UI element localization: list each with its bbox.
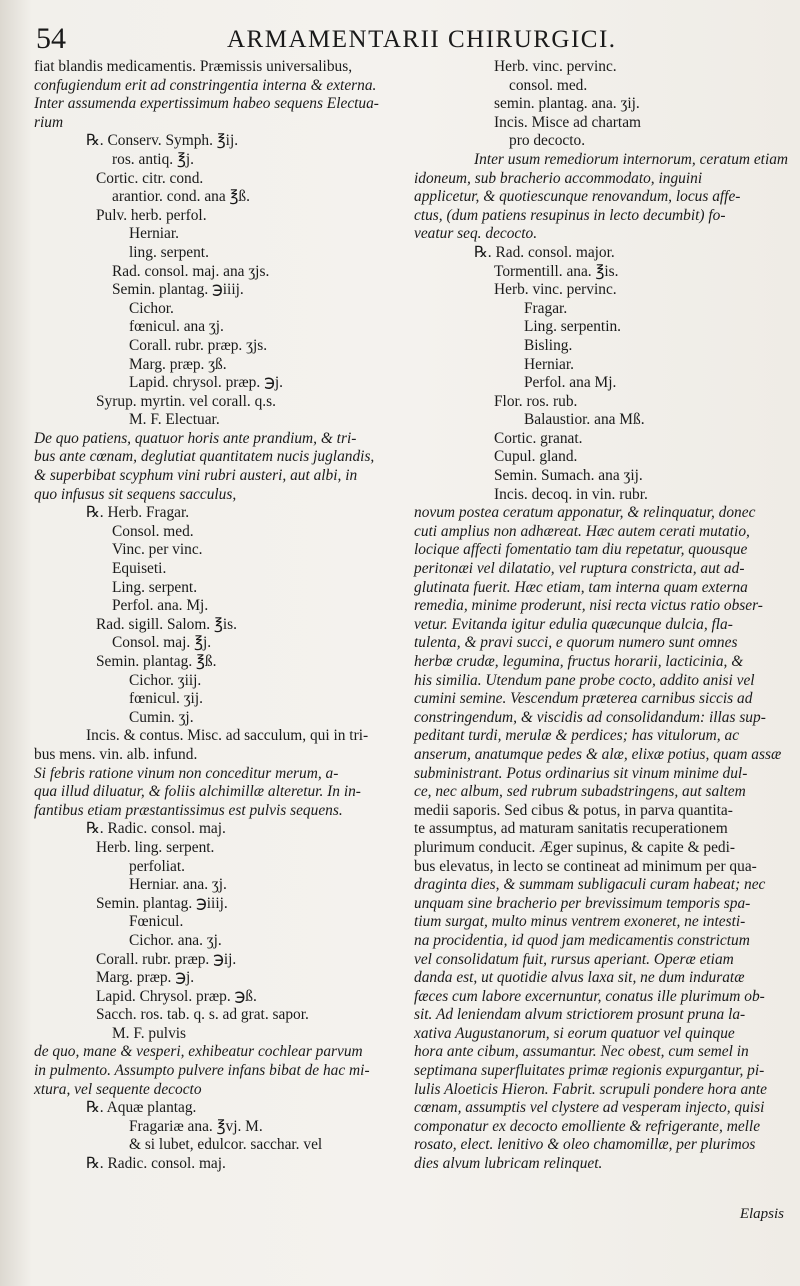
text-line: qua illud diluatur, & foliis alchimillæ alteretur. In in- bbox=[34, 783, 361, 801]
text-line: Cichor. ana. ʒj. bbox=[129, 931, 222, 949]
text-line: Corall. rubr. præp. ʒjs. bbox=[129, 336, 268, 354]
text-line: Corall. rubr. præp. ℈ij. bbox=[96, 950, 237, 968]
text-line: tulenta, & pravi succi, e quorum numero sunt omnes bbox=[414, 634, 738, 652]
text-line: Cichor. bbox=[129, 299, 174, 317]
text-line: Sacch. ros. tab. q. s. ad grat. sapor. bbox=[96, 1006, 309, 1024]
text-line: confugiendum erit ad constringentia interna & externa. bbox=[34, 76, 377, 94]
text-line: Flor. ros. rub. bbox=[494, 392, 578, 410]
text-line: Fragar. bbox=[524, 299, 568, 317]
text-line: Fragariæ ana. ℥vj. M. bbox=[129, 1117, 263, 1135]
text-line: Herniar. bbox=[524, 355, 574, 373]
text-line: xtura, vel sequente decocto bbox=[34, 1080, 202, 1098]
text-line: draginta dies, & summam subligaculi curam habeat; nec bbox=[414, 876, 766, 894]
text-line: de quo, mane & vesperi, exhibeatur cochlear parvum bbox=[34, 1043, 363, 1061]
text-line: cuti amplius non adhæreat. Hæc autem cerati mutatio, bbox=[414, 522, 750, 540]
text-line: fæces cum labore excernuntur, conatus ille plurimum ob- bbox=[414, 987, 765, 1005]
text-line: Semin. plantag. ℈iiij. bbox=[112, 281, 244, 299]
text-line: novum postea ceratum apponatur, & relinquatur, donec bbox=[414, 504, 756, 522]
text-line: Cupul. gland. bbox=[494, 448, 578, 466]
text-line: ros. antiq. ℥j. bbox=[112, 150, 194, 168]
text-line: M. F. pulvis bbox=[112, 1024, 187, 1042]
text-line: Rad. sigill. Salom. ℥is. bbox=[96, 615, 238, 633]
text-line: his similia. Utendum pane probe cocto, addito anisi vel bbox=[414, 671, 755, 689]
text-line: Incis. decoq. in vin. rubr. bbox=[494, 485, 648, 503]
text-line: Herb. ling. serpent. bbox=[96, 838, 215, 856]
text-line: danda est, ut quotidie alvus laxa sit, ne dum induratæ bbox=[414, 969, 745, 987]
text-line: ℞. Rad. consol. major. bbox=[474, 243, 615, 261]
text-line: Semin. plantag. ℥ß. bbox=[96, 653, 217, 670]
text-line: Semin. plantag. ℈iiij. bbox=[96, 894, 228, 912]
text-line: herbæ crudæ, legumina, fructus horarii, lacticinia, & bbox=[414, 653, 744, 670]
text-line: ℞. Conserv. Symph. ℥ij. bbox=[86, 132, 239, 150]
text-line: Consol. med. bbox=[112, 522, 194, 540]
text-line: peditant turdi, merulæ & perdices; has vitulorum, ac bbox=[414, 727, 740, 745]
text-line: Pulv. herb. perfol. bbox=[96, 206, 207, 224]
text-line: ctus, (dum patiens resupinus in lecto decumbit) fo- bbox=[414, 206, 726, 224]
text-line: ℞. Aquæ plantag. bbox=[86, 1099, 197, 1117]
text-line: te assumptus, ad maturam sanitatis recuperationem bbox=[414, 820, 728, 838]
text-line: Si febris ratione vinum non conceditur merum, a- bbox=[34, 764, 339, 782]
text-line: Balaustior. ana Mß. bbox=[524, 411, 645, 429]
text-line: medii saporis. Sed cibus & potus, in parva quantita- bbox=[414, 801, 733, 819]
text-line: veatur seq. decocto. bbox=[414, 225, 538, 243]
text-line: Cortic. citr. cond. bbox=[96, 169, 204, 187]
text-line: Marg. præp. ʒß. bbox=[129, 355, 227, 373]
text-line: Tormentill. ana. ℥is. bbox=[494, 262, 619, 280]
text-line: Fœnicul. bbox=[129, 913, 184, 931]
text-line: glutinata fuerit. Hæc etiam, tam interna quam externa bbox=[414, 578, 748, 596]
text-line: consol. med. bbox=[509, 76, 588, 94]
text-line: Lapid. chrysol. præp. ℈j. bbox=[129, 374, 283, 392]
text-line: fiat blandis medicamentis. Præmissis universalibus, bbox=[34, 58, 353, 75]
text-line: applicetur, & quotiescunque renovandum, locus affe- bbox=[414, 188, 741, 206]
text-line: ℞. Radic. consol. maj. bbox=[86, 820, 226, 838]
text-line: rosato, elect. lenitivo & oleo chamomillæ, per plurimos bbox=[414, 1136, 756, 1154]
text-line: Bisling. bbox=[524, 336, 573, 354]
text-line: De quo patiens, quatuor horis ante prandium, & tri- bbox=[34, 429, 357, 447]
text-line: septimana superfluitates primæ regionis expurgantur, pi- bbox=[414, 1062, 765, 1080]
text-line: semin. plantag. ana. ʒij. bbox=[494, 95, 640, 113]
text-line: peritonæi vel dilatatio, vel ruptura constricta, aut ad- bbox=[414, 560, 745, 578]
text-line: Vinc. per vinc. bbox=[112, 541, 203, 559]
page-number: 54 bbox=[36, 22, 66, 55]
text-line: Cichor. ʒiij. bbox=[129, 671, 202, 689]
text-line: fœnicul. ʒij. bbox=[129, 690, 203, 708]
text-line: cumini semine. Vescendum præterea carnibus siccis ad bbox=[414, 690, 753, 708]
text-line: Cortic. granat. bbox=[494, 429, 583, 447]
text-line: Syrup. myrtin. vel corall. q.s. bbox=[96, 392, 276, 410]
text-line: cœnam, assumptis vel clystere ad vesperam injecto, quisi bbox=[414, 1099, 765, 1117]
text-line: vel consolidatum fuit, rursus aperiant. Operæ etiam bbox=[414, 950, 734, 968]
text-line: Semin. Sumach. ana ʒij. bbox=[494, 467, 643, 485]
text-line: rium bbox=[34, 113, 64, 131]
text-line: quo infusus sit sequens sacculus, bbox=[34, 485, 237, 503]
text-line: Perfol. ana. Mj. bbox=[112, 597, 209, 615]
text-line: ling. serpent. bbox=[129, 243, 209, 261]
text-line: xativa Augustanorum, si eorum quatuor vel quinque bbox=[414, 1024, 735, 1042]
text-line: vetur. Evitanda igitur edulia quæcunque dulcia, fla- bbox=[414, 615, 733, 633]
text-line: in pulmento. Assumpto pulvere infans bibat de hac mi- bbox=[34, 1062, 370, 1080]
text-line: hora ante cibum, assumantur. Nec obest, cum semel in bbox=[414, 1043, 749, 1061]
text-line: anserum, anatumque pedes & alæ, elixæ potius, quam assæ bbox=[414, 745, 782, 763]
text-line: Inter assumenda expertissimum habeo sequens Electua- bbox=[34, 95, 379, 113]
text-line: Herniar. bbox=[129, 225, 179, 243]
text-line: constringendum, & viscidis ad consolidandum: illas sup- bbox=[414, 708, 766, 726]
text-line: ℞. Radic. consol. maj. bbox=[86, 1155, 226, 1173]
text-line: dies alvum lubricam relinquet. bbox=[414, 1155, 603, 1173]
text-line: sit. Ad leniendam alvum strictiorem prosunt pruna la- bbox=[414, 1006, 746, 1024]
text-line: fœnicul. ana ʒj. bbox=[129, 318, 224, 336]
text-line: M. F. Electuar. bbox=[129, 411, 220, 429]
text-line: Inter usum remediorum internorum, ceratum etiam bbox=[474, 150, 789, 168]
text-line: bus mens. vin. alb. infund. bbox=[34, 745, 198, 763]
page-header bbox=[32, 18, 770, 60]
text-line: Rad. consol. maj. ana ʒjs. bbox=[112, 262, 270, 280]
text-line: pro decocto. bbox=[509, 132, 586, 150]
text-line: remedia, minime proderunt, nisi recta victus ratio obser- bbox=[414, 597, 763, 615]
text-line: unquam sine bracherio per brevissimum temporis spa- bbox=[414, 894, 751, 912]
text-line: fantibus etiam præstantissimus est pulvis sequens. bbox=[34, 801, 343, 819]
left-column bbox=[34, 58, 406, 1174]
text-line: Consol. maj. ℥j. bbox=[112, 634, 212, 652]
text-line: & si lubet, edulcor. sacchar. vel bbox=[129, 1136, 323, 1154]
text-line: Lapid. Chrysol. præp. ℈ß. bbox=[96, 987, 257, 1005]
text-line: Perfol. ana Mj. bbox=[524, 374, 617, 392]
right-column bbox=[414, 58, 789, 1174]
text-line: idoneum, sub bracherio accommodato, inguini bbox=[414, 169, 703, 187]
text-line: Cumin. ʒj. bbox=[129, 708, 194, 726]
text-line: subministrant. Potus ordinarius sit vinum minime dul- bbox=[414, 764, 748, 782]
text-line: Ling. serpentin. bbox=[524, 318, 622, 336]
text-line: bus ante cœnam, deglutiat quantitatem nucis juglandis, bbox=[34, 448, 375, 466]
text-line: bus elevatus, in lecto se contineat ad minimum per qua- bbox=[414, 857, 757, 875]
text-line: Equiseti. bbox=[112, 560, 167, 578]
catchword: Elapsis bbox=[739, 1206, 784, 1222]
text-line: na procidentia, id quod jam medicamentis constrictum bbox=[414, 931, 750, 949]
text-line: perfoliat. bbox=[129, 857, 185, 875]
text-line: locique affecti fomentatio tam diu repetatur, quousque bbox=[414, 541, 748, 559]
text-line: Ling. serpent. bbox=[112, 578, 198, 596]
text-line: componatur ex decocto emolliente & refrigerante, melle bbox=[414, 1117, 761, 1135]
text-line: & superbibat scyphum vini rubri austeri, aut albi, in bbox=[34, 467, 358, 485]
text-line: Marg. præp. ℈j. bbox=[96, 969, 195, 987]
text-line: ce, nec album, sed rubrum subadstringens, aut saltem bbox=[414, 783, 746, 801]
running-head: ARMAMENTARII CHIRURGICI. bbox=[227, 26, 617, 53]
text-line: Herb. vinc. pervinc. bbox=[494, 281, 617, 299]
text-line: ℞. Herb. Fragar. bbox=[86, 504, 190, 522]
text-line: tium surgat, multo minus ventrem exoneret, ne intesti- bbox=[414, 913, 746, 931]
text-line: Incis. & contus. Misc. ad sacculum, qui in tri- bbox=[86, 727, 369, 745]
text-line: lulis Aloeticis Hieron. Fabrit. scrupuli pondere hora ante bbox=[414, 1080, 767, 1098]
text-line: Herb. vinc. pervinc. bbox=[494, 58, 617, 75]
text-line: Incis. Misce ad chartam bbox=[494, 113, 642, 131]
text-line: arantior. cond. ana ℥ß. bbox=[112, 188, 250, 206]
text-line: Herniar. ana. ʒj. bbox=[129, 876, 227, 894]
text-line: plurimum conducit. Æger supinus, & capite & pedi- bbox=[414, 838, 736, 856]
